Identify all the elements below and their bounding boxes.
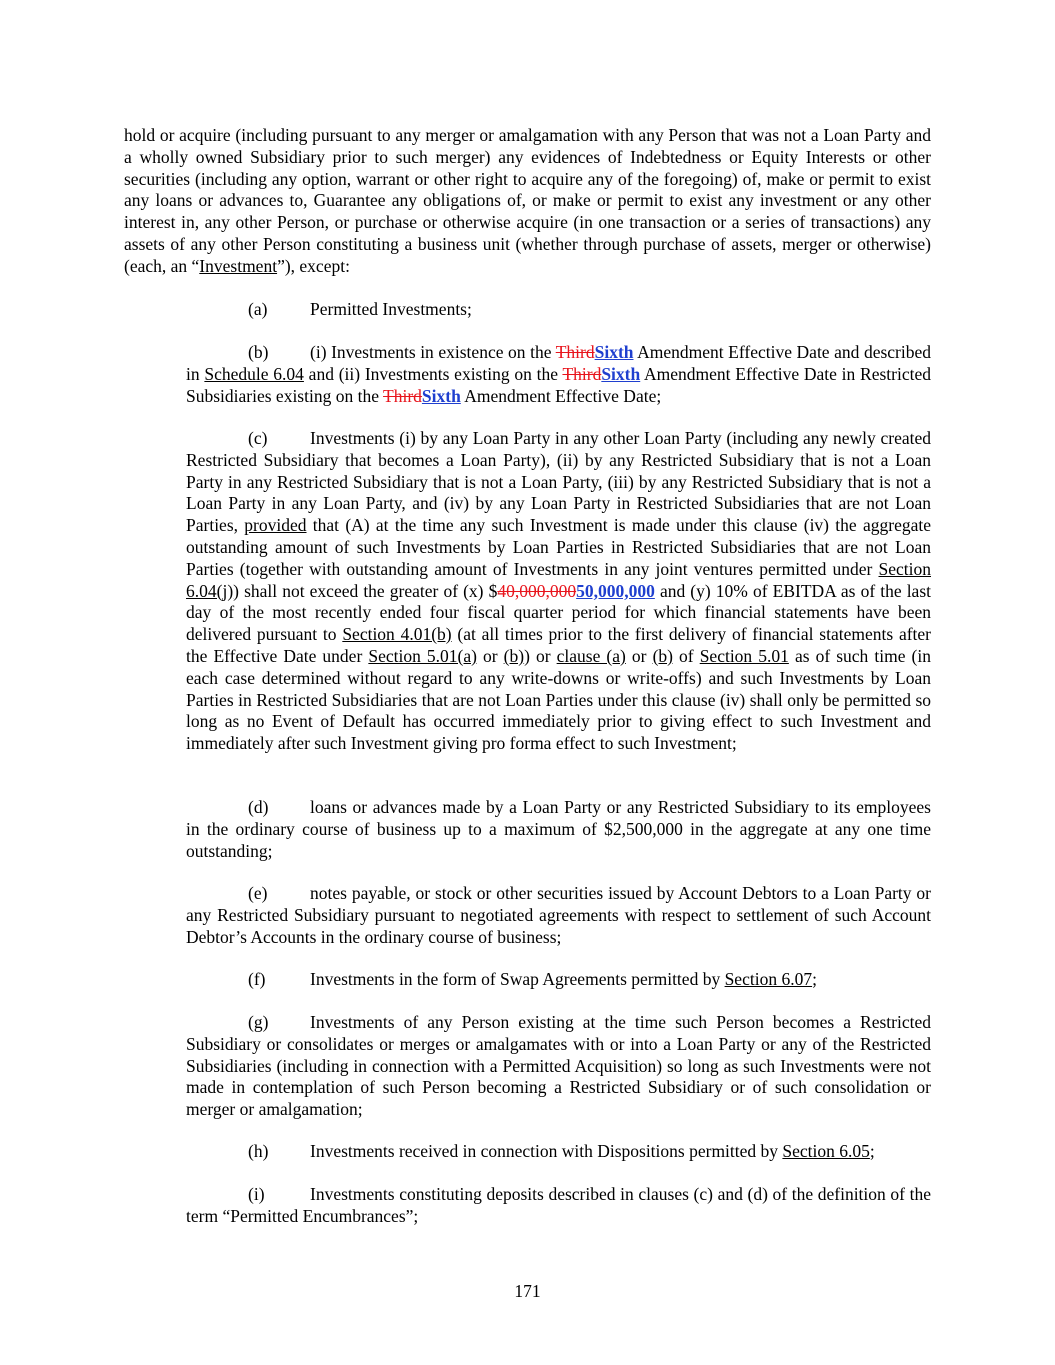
clause-e (186, 883, 931, 948)
inserted-text: Sixth (601, 363, 641, 384)
clause-text: and (y) 10% of EBITDA as of the last day of the most recently ended four fiscal quarter period for which financial statements have been delivered pursuant to (186, 580, 931, 645)
clause-g (186, 1012, 931, 1121)
cross-reference: Section 4.01(b) (342, 624, 452, 645)
cross-reference: Schedule 6.04 (204, 363, 304, 384)
clause-d (186, 797, 931, 862)
clause-label: (a) (248, 299, 268, 319)
clause-label: (d) (248, 797, 269, 817)
clause-text: Investments received in connection with Dispositions permitted by (310, 1141, 783, 1161)
clause-c (186, 428, 931, 755)
intro-text: hold or acquire (including pursuant to any merger or amalgamation with any Person that was not a Loan Party and a wholly owned Subsidiary prior to such merger) any evidences of Indebtedness or Equity Interests or other securities (including any option, warrant or other right to acquire any of the foregoing) of, make or permit to exist any loans or advances to, Guarantee any obligations of, or make or permit to exist any investment or any other interest in, any other Person, or purchase or otherwise acquire (in one transaction or a series of transactions) any assets of any other Person constituting a business unit (whether through purchase of assets, merger or otherwise) (each, an “ (124, 125, 931, 276)
cross-reference: Section 6.07 (724, 969, 813, 989)
clause-text: (at all times prior to the first delivery of financial statements after the Effective Date under (186, 624, 931, 666)
cross-reference: (b) (652, 645, 673, 666)
cross-reference: Section 6.04(j) (186, 558, 931, 601)
clause-text: as of such time (in each case determined without regard to any write-downs or write-offs) and such Investments by Loan Parties in Restricted Subsidiaries that are not Loan Parties under this clause (iv) shall only be permitted so long as no Event of Default has occurred immediately prior to giving effect to such Investment and immediately after such Investment giving pro forma effect to such Investment; (186, 645, 931, 754)
clause-text: Permitted Investments; (310, 299, 472, 319)
clause-label: (i) (248, 1184, 265, 1204)
cross-reference: Section 5.01(a) (368, 645, 477, 666)
clause-text: Investments of any Person existing at the time such Person becomes a Restricted Subsidiary or consolidates or merges or amalgamates with or into a Loan Party or any of the Restricted Subsidiaries (including in connection with a Permitted Acquisition) so long as such Investments were not made in contemplation of such Person becoming a Restricted Subsidiary or of such consolidation or merger or amalgamation; (186, 1012, 931, 1120)
clause-text: ; (812, 969, 817, 989)
clause-text: Amendment Effective Date and described in (186, 342, 932, 384)
clause-text: ; (869, 1141, 875, 1161)
clause-text: that (A) at the time any such Investment is made under this clause (iv) the aggregate outstanding amount of such Investments by Loan Parties in Restricted Subsidiaries that are not Loan Parties (together with outstanding amount of Investments in any joint ventures permitted under (186, 515, 931, 579)
clause-text: notes payable, or stock or other securities issued by Account Debtors to a Loan Party or any Restricted Subsidiary pursuant to negotiated agreements with respect to settlement of such Account Debtor’s Accounts in the ordinary course of business; (186, 883, 931, 947)
clause-a (248, 299, 931, 321)
page-number: 171 (514, 1281, 541, 1301)
deleted-text: Third (383, 385, 422, 406)
deleted-text: 40,000,000 (497, 580, 577, 601)
defined-term-investment: Investment (199, 255, 278, 276)
clause-b (186, 342, 931, 407)
clause-text: Investments constituting deposits described in clauses (c) and (d) of the definition of the term “Permitted Encumbrances”; (186, 1184, 931, 1226)
clause-text: (i) Investments in existence on the (310, 342, 556, 362)
intro-text-end: ”), except: (277, 255, 350, 276)
clause-text: loans or advances made by a Loan Party or any Restricted Subsidiary to its employees in the ordinary course of business up to a maximum of $2,500,000 in the aggregate at any one time outstanding; (186, 797, 931, 861)
provided-term: provided (244, 515, 307, 536)
inserted-text: Sixth (421, 385, 461, 406)
deleted-text: Third (562, 363, 602, 384)
clause-label: (h) (248, 1141, 269, 1161)
cross-reference: Section 6.05 (782, 1141, 870, 1161)
inserted-text: Sixth (594, 342, 634, 362)
intro-paragraph (124, 125, 931, 278)
clause-text: or (625, 645, 653, 666)
inserted-text: 50,000,000 (576, 580, 655, 601)
clause-f (248, 969, 931, 991)
clause-h (248, 1141, 931, 1163)
clause-label: (f) (248, 969, 266, 989)
clause-label: (g) (248, 1012, 269, 1032)
clause-text: of (672, 645, 700, 666)
clause-text: ) shall not exceed the greater of (x) $ (233, 580, 498, 601)
clause-i (186, 1184, 931, 1228)
clause-text: ) or (524, 645, 557, 666)
clause-text: Amendment Effective Date; (460, 385, 662, 406)
cross-reference: (b) (503, 645, 525, 666)
cross-reference: Section 5.01 (699, 645, 789, 666)
clause-label: (b) (248, 342, 269, 362)
clause-label: (e) (248, 883, 268, 903)
clause-text: Investments (i) by any Loan Party in any other Loan Party (including any newly created Restricted Subsidiary that becomes a Loan Party), (ii) by any Restricted Subsidiary that is not a Loan Party in any Restricted Subsidiary that is not a Loan Party, (iii) by any Restricted Subsidiary that is not a Loan Party in any Loan Party, and (iv) by any Loan Party in Restricted Subsidiaries that are not Loan Parties, (186, 428, 931, 536)
clause-text: or (476, 645, 504, 666)
clause-text: Investments in the form of Swap Agreements permitted by (310, 969, 725, 989)
clause-text: and (ii) Investments existing on the (303, 363, 563, 384)
clause-label: (c) (248, 428, 268, 448)
cross-reference: clause (a) (556, 645, 626, 666)
deleted-text: Third (555, 342, 595, 362)
clause-text: Amendment Effective Date in Restricted Subsidiaries existing on the (186, 363, 931, 406)
